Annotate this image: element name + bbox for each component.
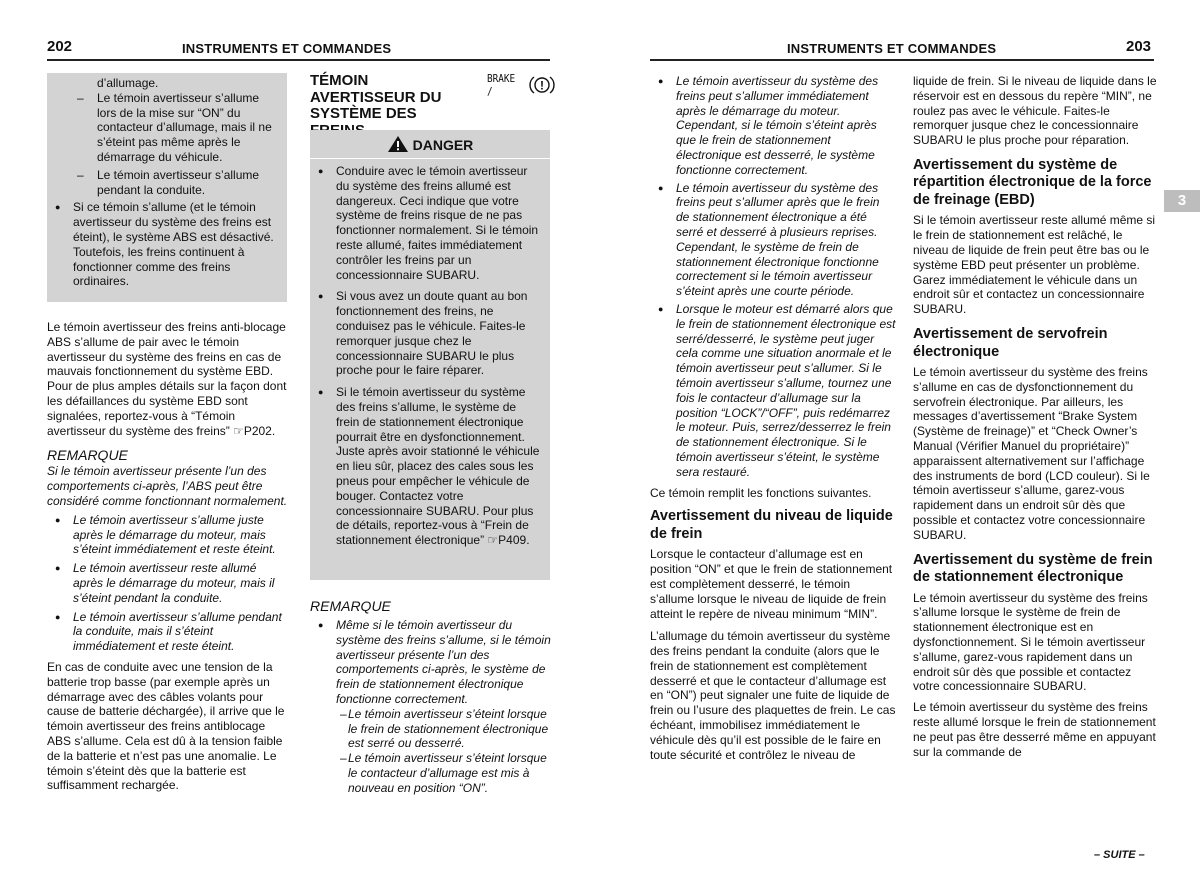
page-number-left: 202 xyxy=(47,38,73,55)
section-title-brake-warning: TÉMOIN AVERTISSEUR DU SYSTÈME DES xyxy=(310,72,442,122)
parking-brake-paragraph-2: Le témoin avertisseur du système des freins reste allumé lorsque le frein de stationnement ne peut pas être desserré même en appuyant sur la commande de xyxy=(913,700,1156,759)
fluid-level-paragraph-1: Lorsque le contacteur d’allumage est en position “ON” et que le frein de stationnement est complètement desserré, le témoin s’allume lorsque le niveau de liquide de frein atteint le repère de niveau minimum “MIN”. xyxy=(650,547,893,621)
heading-servofrein: Avertissement de servofrein électronique xyxy=(913,326,1108,360)
page-header-right: INSTRUMENTS ET COMMANDES xyxy=(787,41,997,56)
remarque-bullet-left-3: ● Le témoin avertisseur s’allume pendant la conduite, mais il s’éteint immédiatement et reste éteint. xyxy=(47,610,289,654)
remarque-title-middle: REMARQUE xyxy=(310,598,391,614)
ebd-paragraph: Si le témoin avertisseur reste allumé même si le frein de stationnement est relâché, le niveau de liquide de frein peut être bas ou le système EBD peut présenter un problème. Garez immédiatement le véhicule dans un endroit sûr et contactez un concessionnaire SUBARU. xyxy=(913,213,1156,317)
danger-bullet-1: ● Conduire avec le témoin avertisseur du système des freins allumé est dangereux. Ceci indique que votre système de freins risque de ne pas fonctionner normalement. Si le témoin reste allumé, faites immédiatement contrôler les freins par un concessionnaire SUBARU. xyxy=(310,164,550,282)
danger-box xyxy=(310,130,550,580)
right-column-2 xyxy=(913,74,1157,759)
box-dash-1: – Le témoin avertisseur s’allume lors de la mise sur “ON” du contacteur d’allumage, mais il ne s’éteint pas même après le démarrage du véhicule. xyxy=(47,91,287,165)
box-cont-text: d’allumage. xyxy=(97,76,159,90)
remarque-bullet-left-2: ● Le témoin avertisseur reste allumé après le démarrage du moteur, mais il s’éteint pendant la conduite. xyxy=(47,561,289,605)
header-rule-left xyxy=(47,59,550,61)
box-bullet: ● Si ce témoin s’allume (et le témoin avertisseur du système des freins est éteint), le système ABS est désactivé. Toutefois, les freins continuent à fonctionner comme des freins ordinaires. xyxy=(47,200,287,289)
remarque-text-left: Si le témoin avertisseur présente l’un des comportements ci-après, l’ABS peut être considéré comme fonctionnant normalement. xyxy=(47,464,288,508)
danger-label: DANGER xyxy=(412,137,474,153)
page-header-left: INSTRUMENTS ET COMMANDES xyxy=(182,41,392,56)
ebd-abs-paragraph: Le témoin avertisseur des freins anti-blocage ABS s’allume de pair avec le témoin avertisseur du système des freins en cas de mauvais fonctionnement du système EBD. Pour de plus amples détails sur la façon dont les défaillances du système EBD sont signalées, reportez-vous à “Témoin avertisseur du système des freins” ☞P202. xyxy=(47,320,287,438)
brake-indicator xyxy=(487,72,555,98)
abs-note-box xyxy=(47,73,287,302)
fluid-level-continuation: liquide de frein. Si le niveau de liquide dans le réservoir est en dessous du repère “MIN”, ne roulez pas avec le véhicule. Faites-le remorquer jusque chez le concessionnaire SUBARU le plus proche pour réparation. xyxy=(913,74,1157,148)
functions-line: Ce témoin remplit les fonctions suivantes. xyxy=(650,485,872,500)
danger-bullet-2: ● Si vous avez un doute quant au bon fonctionnement des freins, ne conduisez pas le véhicule. Faites-le remorquer jusque chez le concessionnaire SUBARU le plus proche pour le faire réparer. xyxy=(310,289,550,378)
chapter-tab: 3 xyxy=(1164,190,1200,212)
fluid-level-paragraph-2: L’allumage du témoin avertisseur du système des freins pendant la conduite (alors que le frein de stationnement est complètement desserré et que le contacteur d’allumage est en “ON”) peut signaler une fuite de liquide de frein ou l’usure des plaquettes de frein. Le cas échéant, immobilisez immédiatement le véhicule dès qu’il est possible de le faire en toute sécurité et contrôlez le niveau de xyxy=(650,629,896,762)
italic-bullet-3: ● Lorsque le moteur est démarré alors que le frein de stationnement électronique est serré/desserré, le système peut juger cela comme une situation anormale et le témoin avertisseur peut s’allumer. Si le témoin avertisseur s’allume, tournez une fois le contacteur d’allumage sur la position “LOCK”/“OFF”, puis redémarrez le moteur. Puis, serrez/desserrez le frein de stationnement électronique. Si le témoin avertisseur s’éteint, le système sera restauré. xyxy=(650,302,896,480)
heading-parking-brake: Avertissement du système de frein de stationnement électronique xyxy=(913,551,1153,586)
brake-symbol: ! xyxy=(540,78,544,93)
heading-fluid-level: Avertissement du niveau de liquide de frein xyxy=(650,508,893,542)
brake-warning-icon xyxy=(529,75,555,95)
parking-brake-paragraph-1: Le témoin avertisseur du système des freins s’allume lorsque le système de frein de stationnement électronique est en dysfonctionnement. Si le témoin avertisseur s’allume, garez-vous rapidement dans un endroit sûr dès que possible et contactez votre concessionnaire SUBARU. xyxy=(913,590,1148,694)
brake-label: BRAKE / xyxy=(487,72,516,98)
suite-marker: – SUITE – xyxy=(1094,849,1145,861)
danger-heading xyxy=(310,130,550,154)
servofrein-paragraph: Le témoin avertisseur du système des freins s’allume en cas de dysfonctionnement du servofrein électronique. Par ailleurs, les messages d’avertissement “Brake System (Système de freinage)” et “Check Owner’s Manual (Vérifier Manuel du propriétaire)” apparaissent alternativement sur l’affichage des instruments de bord (LCD couleur). Si le témoin avertisseur s’allume, garez-vous rapidement dans un endroit sûr dès que possible et contactez votre concessionnaire SUBARU. xyxy=(913,365,1150,542)
header-rule-right xyxy=(650,59,1154,61)
italic-bullet-2: ● Le témoin avertisseur du système des freins peut s’allumer après que le frein de stationnement électronique a été serré et desserré à plusieurs reprises. Cependant, le système de frein de stationnement électronique fonctionne correctement si le témoin avertisseur s’éteint après une courte période. xyxy=(650,181,896,299)
danger-bullet-3: ● Si le témoin avertisseur du système des freins s’allume, le système de frein de stationnement électronique pourrait être en dysfonctionnement. Juste après avoir stationné le véhicule en lieu sûr, placez des cales sous les pneus pour empêcher le véhicule de bouger. Contactez votre concessionnaire SUBARU. Pour plus de détails, reportez-vous à “Frein de stationnement électronique” ☞P409. xyxy=(310,385,550,548)
page-number-right: 203 xyxy=(1126,38,1152,55)
remarque-title-left: REMARQUE xyxy=(47,447,128,464)
remarque-dash-middle-2: – Le témoin avertisseur s’éteint lorsque le contacteur d’allumage est mis à nouveau en position “ON”. xyxy=(310,751,555,795)
box-dash-2: – Le témoin avertisseur s’allume pendant la conduite. xyxy=(47,168,287,198)
middle-remarque xyxy=(310,598,555,796)
italic-bullet-1: ● Le témoin avertisseur du système des freins peut s’allumer immédiatement après le démarrage du moteur. Cependant, si le témoin s’éteint après que le frein de stationnement électronique est desserré, le système fonctionne correctement. xyxy=(650,74,896,178)
left-column-body xyxy=(47,320,289,793)
battery-paragraph: En cas de conduite avec une tension de la batterie trop basse (par exemple après un démarrage avec des câbles volants pour cause de batterie déchargée), il arrive que le témoin avertisseur des freins antiblocage ABS s’allume. Cela est dû à la tension faible de la batterie et n’est pas une anomalie. Le témoin s’éteint dès que la batterie est suffisamment rechargée. xyxy=(47,659,285,793)
heading-ebd: Avertissement du système de répartition électronique de la force de freinage (EBD) xyxy=(913,156,1152,208)
remarque-dash-middle-1: – Le témoin avertisseur s’éteint lorsque le frein de stationnement électronique est serré ou desserré. xyxy=(310,707,555,751)
right-column-1 xyxy=(650,74,896,762)
remarque-bullet-left-1: ● Le témoin avertisseur s’allume juste après le démarrage du moteur, mais s’éteint immédiatement et reste éteint. xyxy=(47,513,289,557)
warning-triangle-icon xyxy=(387,135,409,153)
remarque-bullet-middle: ● Même si le témoin avertisseur du système des freins s’allume, si le témoin avertisseur présente l’un des comportements ci-après, le système de frein de stationnement électronique fonctionne correctement. xyxy=(310,618,555,707)
